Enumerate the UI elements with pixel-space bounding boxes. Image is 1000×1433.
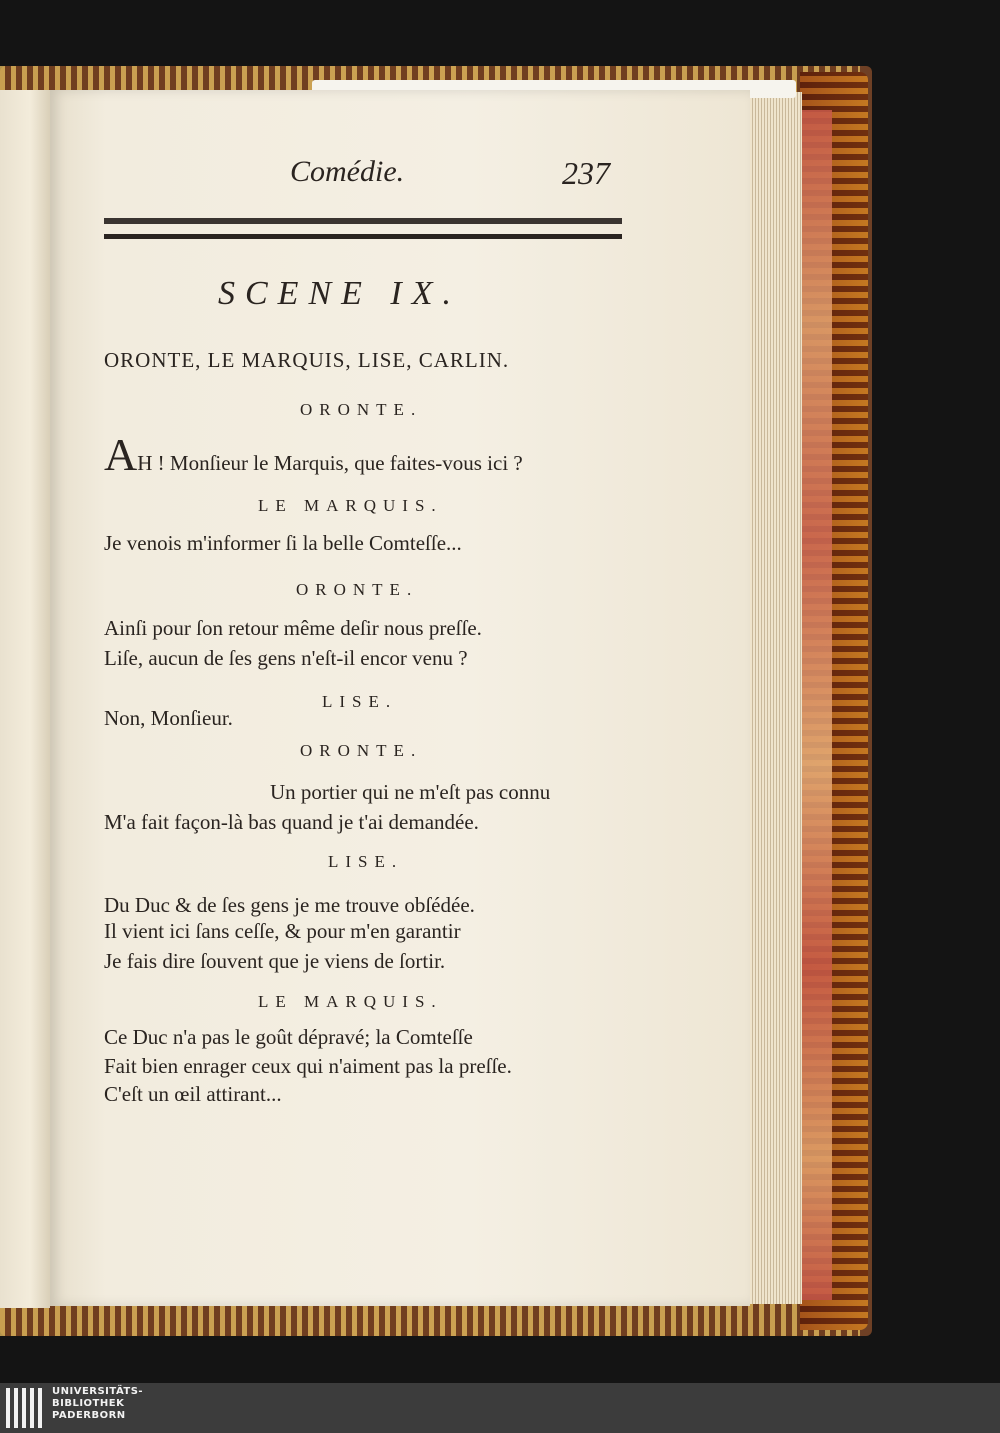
dialogue-line: Je venois m'informer ſi la belle Comteſſe...: [104, 531, 462, 555]
book-page: [50, 90, 750, 1306]
dialogue-line-text: H ! Monſieur le Marquis, que faites-vous ici ?: [137, 451, 523, 475]
drop-cap: A: [104, 429, 138, 480]
page-number: 237: [562, 155, 610, 191]
scene-title: SCENE IX.: [218, 275, 461, 312]
speaker-label: LISE.: [322, 692, 398, 711]
dialogue-line: Fait bien enrager ceux qui n'aiment pas la preſſe.: [104, 1054, 512, 1078]
dialogue-line: Je fais dire ſouvent que je viens de ſortir.: [104, 949, 446, 973]
dialogue-line: Un portier qui ne m'eſt pas connu: [270, 780, 551, 804]
character-list: ORONTE, LE MARQUIS, LISE, CARLIN.: [104, 348, 510, 372]
library-logo-icon: [6, 1388, 46, 1428]
dialogue-line: Liſe, aucun de ſes gens n'eſt-il encor venu ?: [104, 646, 468, 670]
speaker-label: LE MARQUIS.: [258, 992, 443, 1011]
speaker-label: ORONTE.: [300, 741, 423, 760]
dialogue-line: Ce Duc n'a pas le goût dépravé; la Comteſſe: [104, 1025, 473, 1049]
footer-bar: [0, 1383, 1000, 1433]
dialogue-line: Du Duc & de ſes gens je me trouve obſédée.: [104, 893, 475, 917]
logo-line-2: BIBLIOTHEK: [52, 1398, 125, 1409]
marbled-edge: [798, 110, 832, 1300]
header-rule-thin: [104, 234, 622, 239]
left-page-edge: [0, 90, 50, 1308]
dialogue-line: C'eſt un œil attirant...: [104, 1082, 282, 1106]
speaker-label: ORONTE.: [300, 400, 423, 419]
dialogue-line: M'a fait façon-là bas quand je t'ai demandée.: [104, 810, 479, 834]
speaker-label: LE MARQUIS.: [258, 496, 443, 515]
dialogue-line: Ainſi pour ſon retour même deſir nous preſſe.: [104, 616, 482, 640]
dialogue-line: Non, Monſieur.: [104, 706, 233, 730]
dialogue-line: Il vient ici ſans ceſſe, & pour m'en garantir: [104, 919, 461, 943]
logo-line-3: PADERBORN: [52, 1410, 126, 1421]
header-rule-thick: [104, 218, 622, 224]
logo-line-1: UNIVERSITÄTS-: [52, 1386, 144, 1397]
running-header: Comédie.: [290, 155, 405, 188]
speaker-label: ORONTE.: [296, 580, 419, 599]
speaker-label: LISE.: [328, 852, 404, 871]
dialogue-line: [104, 429, 523, 480]
page-stack-edges: [744, 92, 802, 1304]
